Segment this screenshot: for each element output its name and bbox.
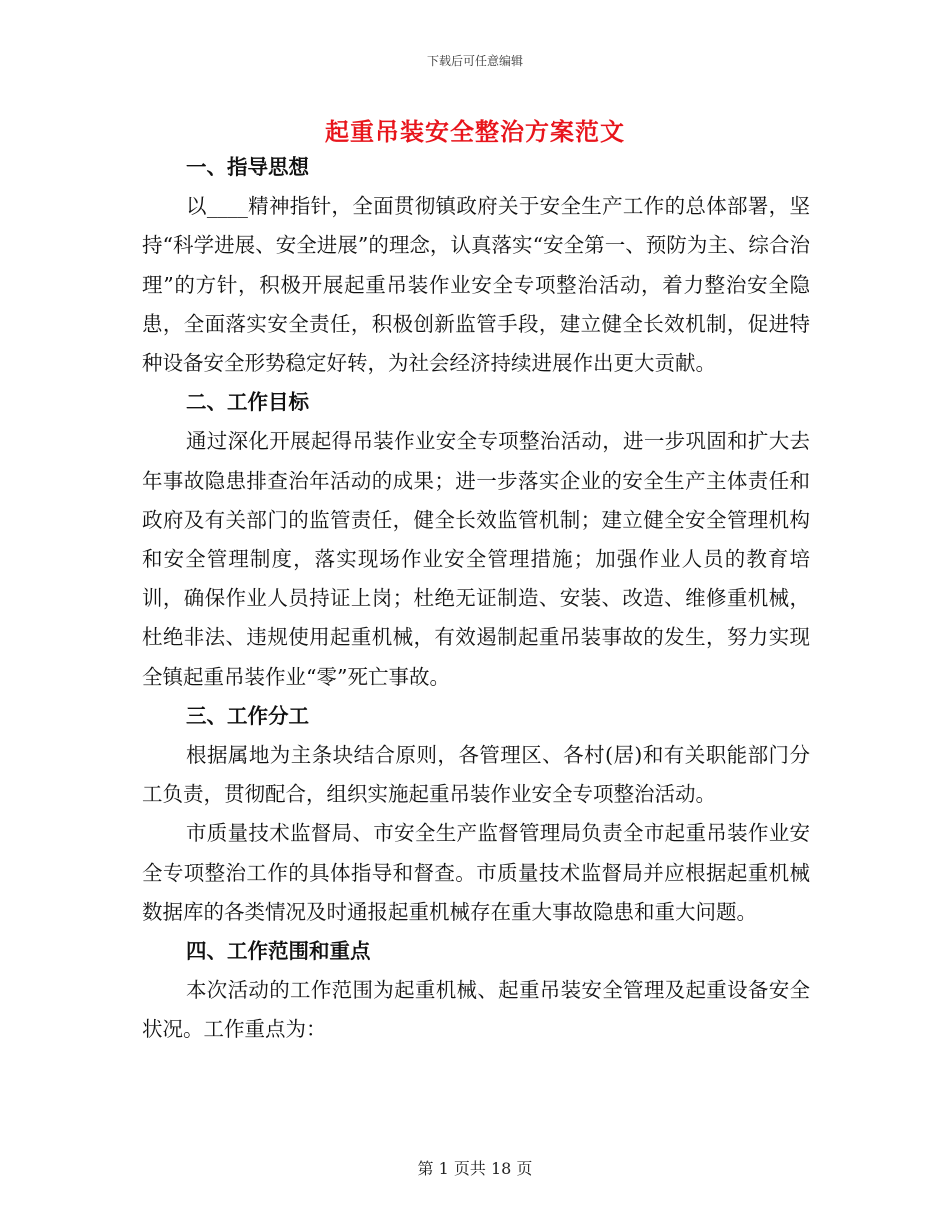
section-paragraph: 本次活动的工作范围为起重机械、起重吊装安全管理及起重设备安全状况。工作重点为： [142, 978, 810, 1042]
section-heading: 一、指导思想 [186, 155, 309, 179]
section-heading: 二、工作目标 [186, 390, 309, 415]
section-paragraph: 根据属地为主条块结合原则，各管理区、各村(居)和有关职能部门分工负责，贯彻配合，组织实施起重吊装作业安全专项整治活动。 [142, 743, 810, 807]
section-heading: 三、工作分工 [186, 703, 309, 728]
section-paragraph: 市质量技术监督局、市安全生产监督管理局负责全市起重吊装作业安全专项整治工作的具体指导和督查。市质量技术监督局并应根据起重机械数据库的各类情况及时通报起重机械存在重大事故隐患和重大问题。 [142, 821, 810, 924]
page-number-footer: 第 1 页共 18 页 [417, 1159, 533, 1178]
section-paragraph: 以____精神指针，全面贯彻镇政府关于安全生产工作的总体部署，坚持“科学进展、安全进展”的理念，认真落实“安全第一、预防为主、综合治理”的方针，积极开展起重吊装作业安全专项整治活动，着力整治安全隐患，全面落实安全责任，积极创新监管手段，建立健全长效机制，促进特种设备安全形势稳定好转，为社会经济持续进展作出更大贡献。 [142, 194, 810, 376]
document-title: 起重吊装安全整治方案范文 [325, 117, 625, 146]
document-body [142, 148, 810, 1050]
header-note: 下载后可任意编辑 [426, 54, 523, 68]
section-paragraph: 通过深化开展起得吊装作业安全专项整治活动，进一步巩固和扩大去年事故隐患排查治年活动的成果；进一步落实企业的安全生产主体责任和政府及有关部门的监管责任，健全长效监管机制；建立健全安全管理机构和安全管理制度，落实现场作业安全管理措施；加强作业人员的教育培训，确保作业人员持证上岗；杜绝无证制造、安装、改造、维修重机械，杜绝非法、违规使用起重机械，有效遏制起重吊装事故的发生，努力实现全镇起重吊装作业“零”死亡事故。 [142, 429, 810, 689]
section-heading: 四、工作范围和重点 [186, 939, 371, 964]
